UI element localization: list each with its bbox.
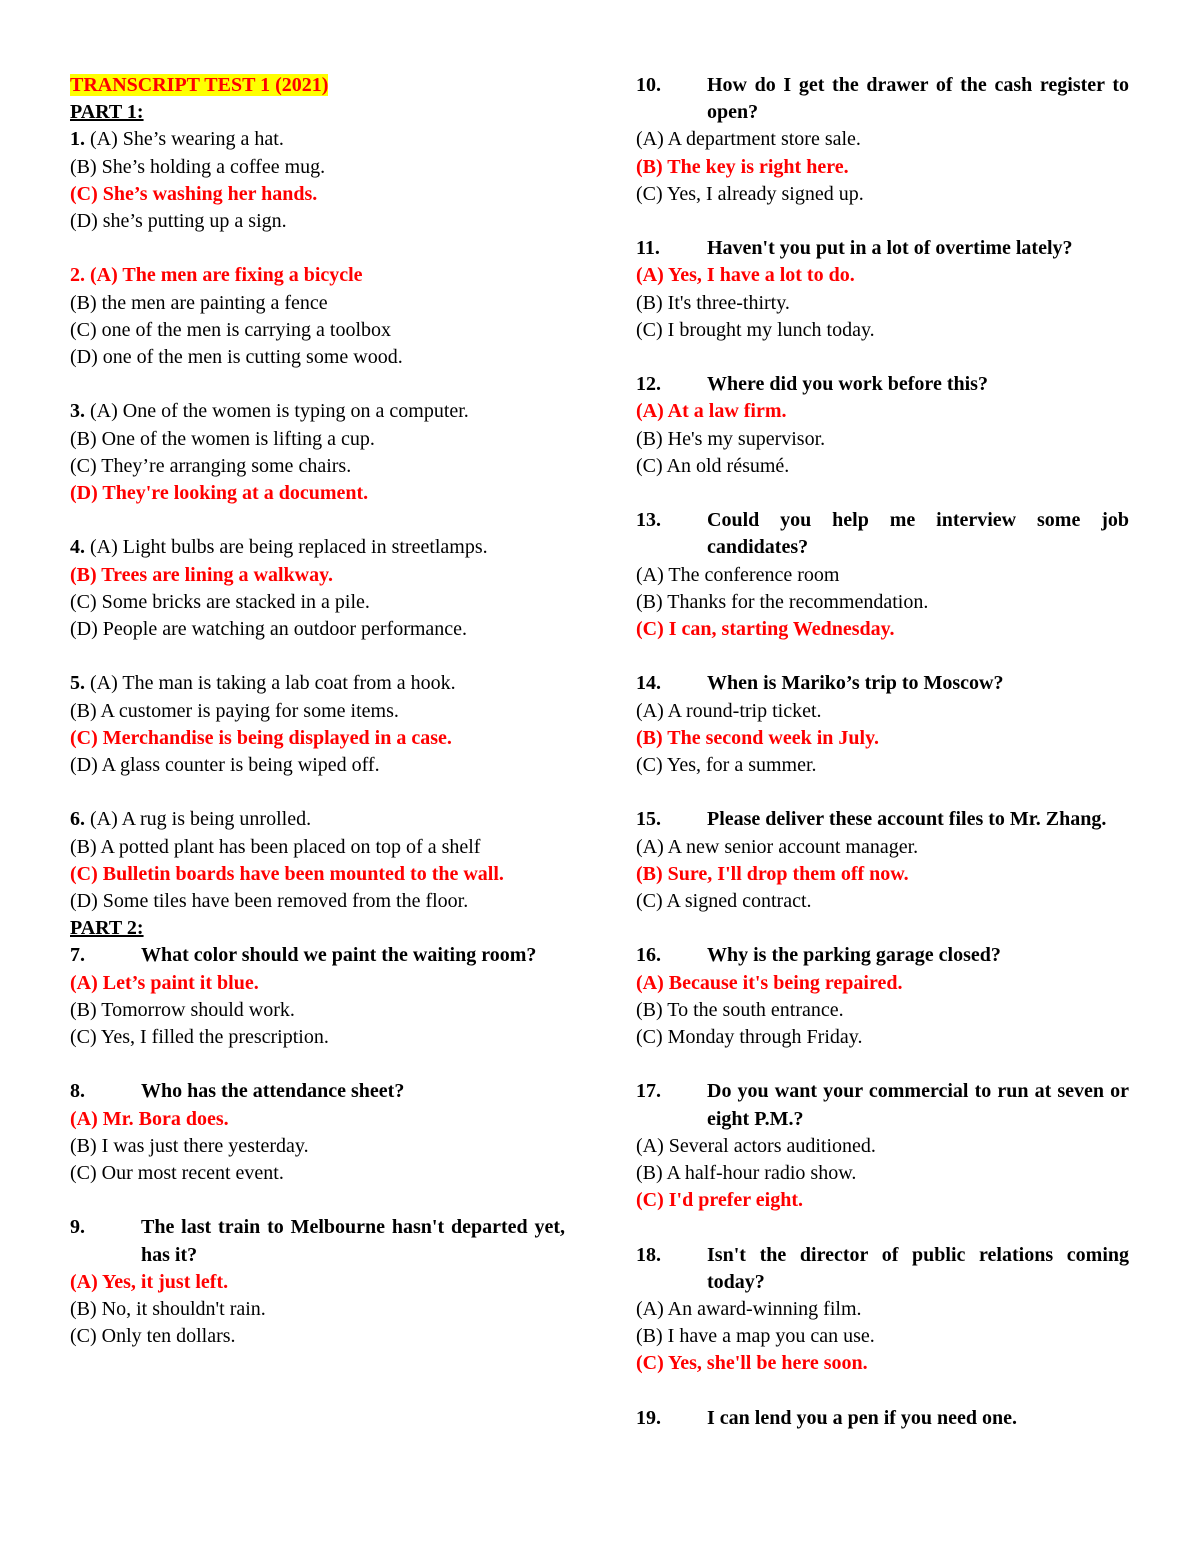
q11-option-b: (B) It's three-thirty. (636, 291, 790, 314)
document-title: TRANSCRIPT TEST 1 (2021) (70, 74, 329, 96)
q17-question (636, 1078, 1129, 1132)
q2-option-b: (B) the men are painting a fence (70, 291, 328, 314)
q8-number: 8. (70, 1080, 85, 1103)
q6-option-a: 6. (A) A rug is being unrolled. (70, 808, 312, 831)
q1-answer: (C) She’s washing her hands. (70, 182, 318, 205)
q17-number: 17. (636, 1080, 661, 1103)
q15-option-c: (C) A signed contract. (636, 890, 812, 913)
q11-answer: (A) Yes, I have a lot to do. (636, 264, 855, 287)
part2-heading: PART 2: (70, 917, 144, 940)
q15-answer: (B) Sure, I'll drop them off now. (636, 862, 909, 885)
q18-number: 18. (636, 1243, 661, 1266)
q18-text: Isn't the director of public relations coming today? (707, 1243, 1129, 1293)
q3-number: 3. (70, 400, 85, 423)
q11-text: Haven't you put in a lot of overtime lately? (707, 237, 1073, 260)
q2-answer: 2. (A) The men are fixing a bicycle (70, 264, 363, 287)
q9-option-b: (B) No, it shouldn't rain. (70, 1298, 266, 1321)
q9-number: 9. (70, 1216, 85, 1239)
q16-option-b: (B) To the south entrance. (636, 998, 844, 1021)
q11-number: 11. (636, 237, 660, 260)
q10-question (636, 72, 1129, 126)
q10-option-a: (A) A department store sale. (636, 128, 861, 151)
q18-option-a: (A) An award-winning film. (636, 1298, 862, 1321)
q10-number: 10. (636, 74, 661, 96)
q7-question (70, 942, 565, 969)
q12-answer: (A) At a law firm. (636, 400, 787, 423)
q18-answer: (C) Yes, she'll be here soon. (636, 1352, 868, 1375)
q16-answer: (A) Because it's being repaired. (636, 971, 903, 994)
q15-text: Please deliver these account files to Mr. Zhang. (707, 808, 1107, 831)
q8-option-b: (B) I was just there yesterday. (70, 1134, 309, 1157)
q14-option-c: (C) Yes, for a summer. (636, 754, 817, 777)
q13-answer: (C) I can, starting Wednesday. (636, 618, 895, 641)
q13-question (636, 507, 1129, 561)
q16-option-c: (C) Monday through Friday. (636, 1026, 863, 1049)
q2-option-c: (C) one of the men is carrying a toolbox (70, 318, 392, 341)
q14-answer: (B) The second week in July. (636, 726, 879, 749)
q8-question (70, 1078, 565, 1105)
q1-option-a: 1. (A) She’s wearing a hat. (70, 128, 284, 151)
q15-option-a: (A) A new senior account manager. (636, 835, 919, 858)
q5-number: 5. (70, 672, 85, 695)
q5-option-b: (B) A customer is paying for some items. (70, 699, 399, 722)
right-column (636, 72, 1129, 1432)
q5-option-a: 5. (A) The man is taking a lab coat from a hook. (70, 672, 456, 695)
q5-option-d: (D) A glass counter is being wiped off. (70, 754, 380, 777)
q4-answer: (B) Trees are lining a walkway. (70, 563, 333, 586)
q12-option-c: (C) An old résumé. (636, 454, 790, 477)
q7-number: 7. (70, 944, 85, 967)
q16-question (636, 942, 1129, 969)
q9-option-c: (C) Only ten dollars. (70, 1325, 236, 1348)
q14-text: When is Mariko’s trip to Moscow? (707, 672, 1004, 695)
q3-option-c: (C) They’re arranging some chairs. (70, 454, 352, 477)
q12-number: 12. (636, 373, 661, 396)
left-column (70, 72, 565, 1350)
q16-number: 16. (636, 944, 661, 967)
q12-question (636, 371, 1129, 398)
q7-text: What color should we paint the waiting room? (141, 944, 537, 967)
q2-option-d: (D) one of the men is cutting some wood. (70, 346, 403, 369)
q15-question (636, 806, 1129, 833)
q4-option-c: (C) Some bricks are stacked in a pile. (70, 590, 370, 613)
q12-option-b: (B) He's my supervisor. (636, 427, 826, 450)
q9-text: The last train to Melbourne hasn't departed yet, has it? (141, 1216, 565, 1266)
document-title-line (70, 72, 565, 99)
q6-option-b: (B) A potted plant has been placed on top of a shelf (70, 835, 481, 858)
q14-number: 14. (636, 672, 661, 695)
q18-option-b: (B) I have a map you can use. (636, 1325, 875, 1348)
q19-number: 19. (636, 1406, 661, 1429)
q9-question (70, 1214, 565, 1268)
q8-text: Who has the attendance sheet? (141, 1080, 405, 1103)
q8-answer: (A) Mr. Bora does. (70, 1107, 229, 1130)
q10-option-c: (C) Yes, I already signed up. (636, 182, 864, 205)
q17-option-a: (A) Several actors auditioned. (636, 1134, 876, 1157)
q7-option-b: (B) Tomorrow should work. (70, 998, 295, 1021)
q15-number: 15. (636, 808, 661, 831)
q1-option-d: (D) she’s putting up a sign. (70, 210, 287, 233)
q19-question (636, 1405, 1129, 1432)
q4-option-d: (D) People are watching an outdoor performance. (70, 618, 468, 641)
q13-option-b: (B) Thanks for the recommendation. (636, 590, 929, 613)
q9-answer: (A) Yes, it just left. (70, 1270, 229, 1293)
q1-option-b: (B) She’s holding a coffee mug. (70, 155, 326, 178)
q16-text: Why is the parking garage closed? (707, 944, 1001, 967)
q17-text: Do you want your commercial to run at seven or eight P.M.? (707, 1080, 1129, 1130)
q12-text: Where did you work before this? (707, 373, 988, 396)
q3-option-b: (B) One of the women is lifting a cup. (70, 427, 375, 450)
q11-question (636, 235, 1129, 262)
q10-answer: (B) The key is right here. (636, 155, 849, 178)
q19-text: I can lend you a pen if you need one. (707, 1406, 1018, 1429)
q3-answer: (D) They're looking at a document. (70, 482, 369, 505)
q11-option-c: (C) I brought my lunch today. (636, 318, 875, 341)
q6-number: 6. (70, 808, 85, 831)
q8-option-c: (C) Our most recent event. (70, 1162, 284, 1185)
q6-answer: (C) Bulletin boards have been mounted to the wall. (70, 862, 504, 885)
q13-text: Could you help me interview some job candidates? (707, 509, 1129, 559)
q13-option-a: (A) The conference room (636, 563, 840, 586)
q14-option-a: (A) A round-trip ticket. (636, 699, 822, 722)
q10-text: How do I get the drawer of the cash register to open? (707, 74, 1129, 124)
q7-answer: (A) Let’s paint it blue. (70, 971, 259, 994)
q18-question (636, 1242, 1129, 1296)
q17-answer: (C) I'd prefer eight. (636, 1189, 804, 1212)
q4-option-a: 4. (A) Light bulbs are being replaced in streetlamps. (70, 536, 488, 559)
q3-option-a: 3. (A) One of the women is typing on a computer. (70, 400, 469, 423)
q4-number: 4. (70, 536, 85, 559)
q5-answer: (C) Merchandise is being displayed in a case. (70, 726, 452, 749)
q6-option-d: (D) Some tiles have been removed from the floor. (70, 890, 469, 913)
q1-number: 1. (70, 128, 85, 151)
q13-number: 13. (636, 509, 661, 532)
q17-option-b: (B) A half-hour radio show. (636, 1162, 857, 1185)
q14-question (636, 670, 1129, 697)
part1-heading: PART 1: (70, 101, 144, 124)
q7-option-c: (C) Yes, I filled the prescription. (70, 1026, 329, 1049)
